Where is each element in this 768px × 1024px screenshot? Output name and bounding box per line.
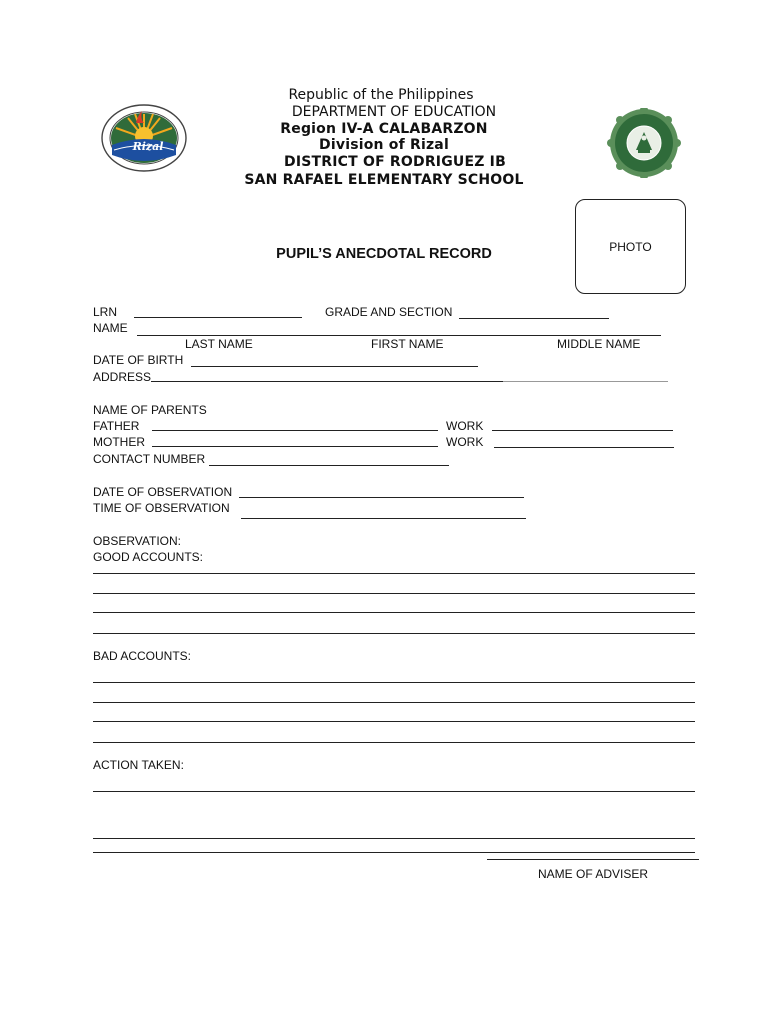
date-obs-label: DATE OF OBSERVATION (93, 485, 233, 499)
photo-label: PHOTO (609, 240, 652, 254)
observation-label: OBSERVATION: (93, 534, 182, 548)
father-label: FATHER (93, 419, 140, 433)
action-taken-label: ACTION TAKEN: (93, 758, 184, 772)
lrn-line[interactable] (134, 317, 302, 318)
header-republic: Republic of the Philippines (288, 87, 474, 103)
adviser-label: NAME OF ADVISER (538, 867, 649, 881)
header-school: SAN RAFAEL ELEMENTARY SCHOOL (244, 172, 524, 188)
time-obs-line[interactable] (241, 518, 526, 519)
bad-line-3[interactable] (93, 721, 695, 722)
mother-work-line[interactable] (494, 447, 674, 448)
grade-section-label: GRADE AND SECTION (325, 305, 453, 319)
last-name-label: LAST NAME (185, 337, 253, 351)
parents-label: NAME OF PARENTS (93, 403, 207, 417)
mother-line[interactable] (152, 446, 438, 447)
address-line[interactable] (151, 381, 503, 382)
logo-rizal-text: Rizal (132, 140, 164, 153)
good-line-3[interactable] (93, 612, 695, 613)
adviser-line[interactable] (487, 859, 699, 860)
header-department: DEPARTMENT OF EDUCATION (291, 104, 497, 120)
contact-label: CONTACT NUMBER (93, 452, 206, 466)
good-line-2[interactable] (93, 593, 695, 594)
action-line-3[interactable] (93, 852, 695, 853)
father-line[interactable] (152, 430, 438, 431)
middle-name-label: MIDDLE NAME (557, 337, 641, 351)
grade-section-line[interactable] (459, 318, 609, 319)
date-obs-line[interactable] (239, 497, 524, 498)
header-division: Division of Rizal (319, 137, 449, 153)
dob-line[interactable] (191, 366, 478, 367)
good-accounts-label: GOOD ACCOUNTS: (93, 550, 204, 564)
action-line-1[interactable] (93, 791, 695, 792)
father-work-line[interactable] (492, 430, 673, 431)
form-title: PUPIL’S ANECDOTAL RECORD (276, 246, 492, 262)
good-line-1[interactable] (93, 573, 695, 574)
header-district: DISTRICT OF RODRIGUEZ IB (284, 154, 506, 170)
father-work-label: WORK (446, 419, 484, 433)
bad-accounts-label: BAD ACCOUNTS: (93, 649, 192, 663)
name-line[interactable] (137, 335, 661, 336)
mother-work-label: WORK (446, 435, 484, 449)
address-label: ADDRESS (93, 370, 152, 384)
action-line-2[interactable] (93, 838, 695, 839)
bad-line-4[interactable] (93, 742, 695, 743)
dob-label: DATE OF BIRTH (93, 353, 184, 367)
lrn-label: LRN (93, 305, 118, 319)
first-name-label: FIRST NAME (371, 337, 444, 351)
time-obs-label: TIME OF OBSERVATION (93, 501, 230, 515)
bad-line-2[interactable] (93, 702, 695, 703)
address-line-ext (503, 381, 668, 382)
good-line-4[interactable] (93, 633, 695, 634)
header-region: Region IV-A CALABARZON (280, 121, 488, 137)
contact-line[interactable] (209, 465, 449, 466)
name-label: NAME (93, 321, 128, 335)
bad-line-1[interactable] (93, 682, 695, 683)
mother-label: MOTHER (93, 435, 145, 449)
